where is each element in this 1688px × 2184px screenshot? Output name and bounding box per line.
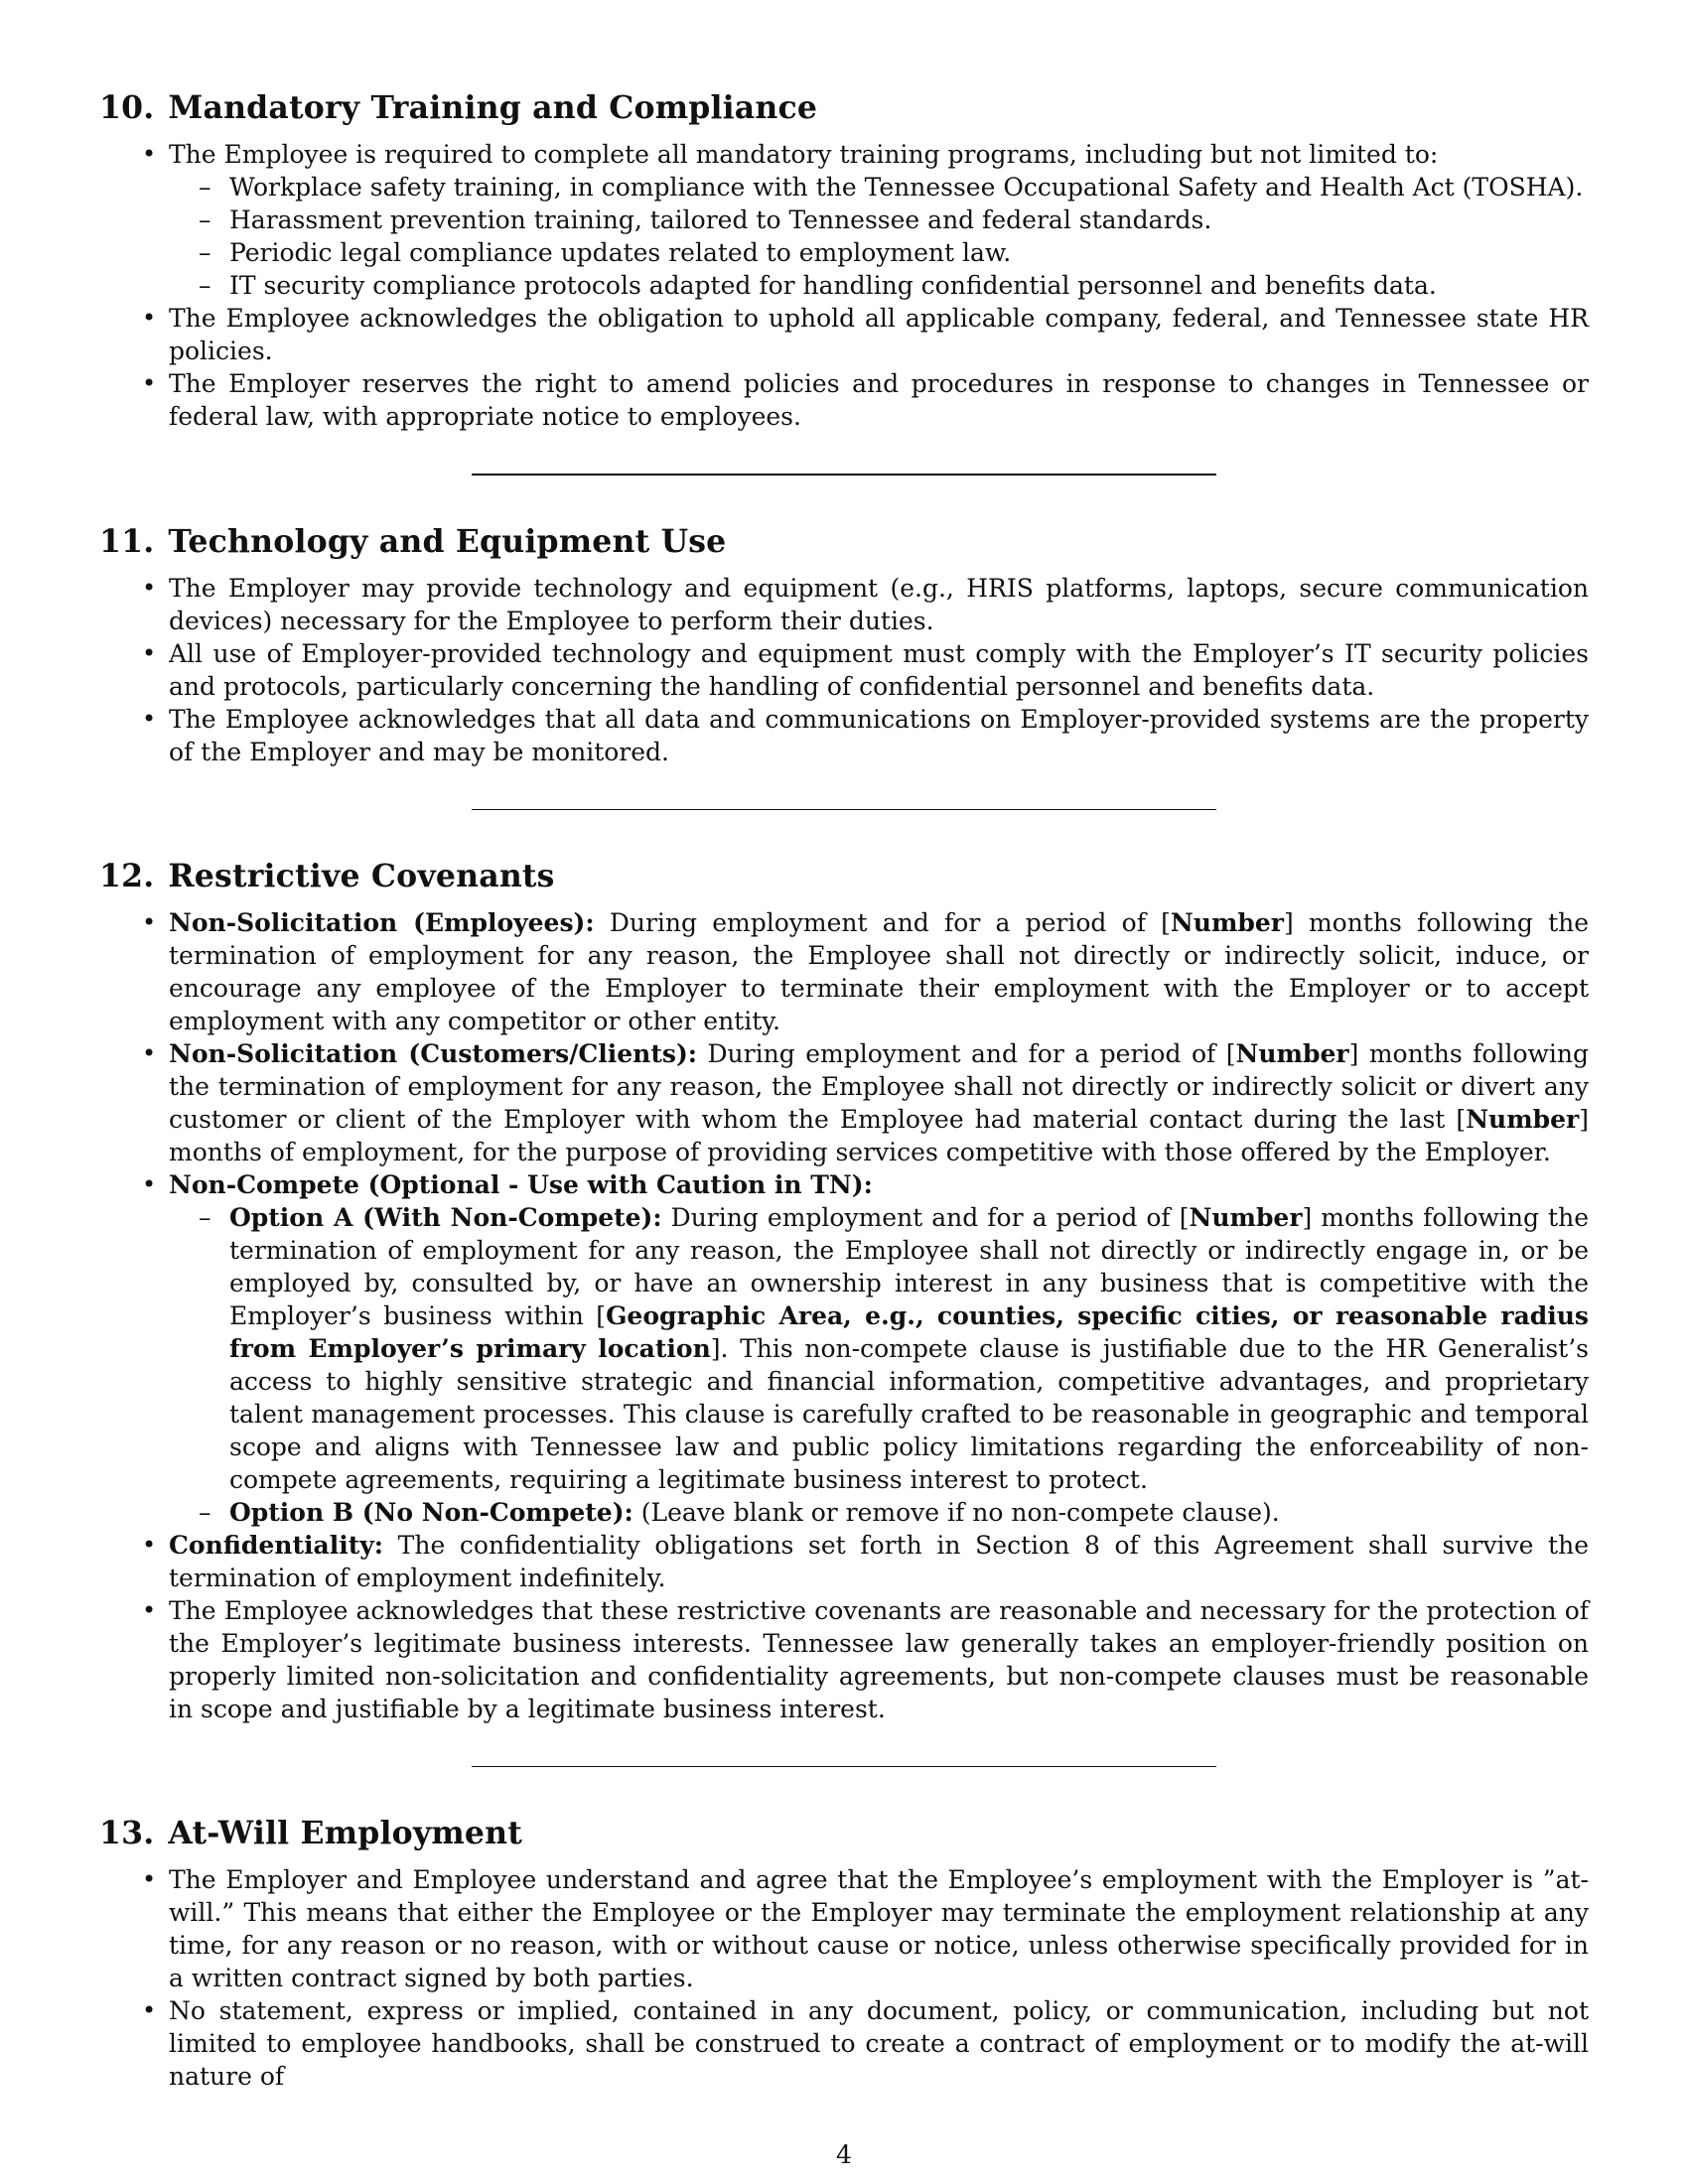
section-divider — [472, 474, 1216, 476]
list-item: • The Employer may provide technology and equipment (e.g., HRIS platforms, laptops, secure communication devices) necessary for the Employee to perform their duties. — [99, 572, 1589, 637]
section-heading — [99, 523, 1589, 560]
list-item-text: The Employee is required to complete all mandatory training programs, including but not limited to: — [169, 140, 1439, 169]
section-title: Mandatory Training and Compliance — [168, 89, 818, 126]
bullet-list — [99, 906, 1589, 1725]
placeholder-number: Number — [1170, 908, 1284, 937]
section-number: 12. — [99, 858, 155, 894]
placeholder-number: Number — [1466, 1105, 1580, 1134]
section-title: Restrictive Covenants — [168, 858, 555, 894]
section-heading — [99, 1815, 1589, 1851]
list-item: • The Employer reserves the right to amend policies and procedures in response to changes in Tennessee or federal law, with appropriate notice to employees. — [99, 367, 1589, 433]
list-item — [99, 138, 1589, 302]
section-12 — [99, 858, 1589, 1725]
list-item-non-compete — [99, 1168, 1589, 1529]
list-item: • The Employee acknowledges the obligation to uphold all applicable company, federal, and Tennessee state HR policies. — [99, 302, 1589, 367]
bullet-list — [99, 138, 1589, 433]
section-number: 11. — [99, 523, 155, 560]
list-item: • The Employer and Employee understand and agree that the Employee’s employment with the Employer is ”at-will.” This means that either the Employee or the Employer may terminate the employment relationship at any time, for any reason or no reason, with or without cause or notice, unless otherwise specifically provided for in a written contract signed by both parties. — [99, 1863, 1589, 1994]
section-divider — [472, 809, 1216, 810]
section-number: 13. — [99, 1815, 155, 1851]
section-number: 10. — [99, 89, 155, 126]
placeholder-number: Number — [1189, 1203, 1303, 1232]
list-item: • All use of Employer-provided technology and equipment must comply with the Employer’s IT security policies and protocols, particularly concerning the handling of confidential personnel and benefits data. — [99, 637, 1589, 703]
clause-label: Non-Solicitation (Employees): — [169, 908, 595, 937]
sub-list-item-option-b: – Option B (No Non-Compete): (Leave blank or remove if no non-compete clause). — [169, 1496, 1589, 1529]
sub-list — [169, 171, 1589, 302]
sub-list — [169, 1201, 1589, 1529]
section-title: At-Will Employment — [168, 1815, 522, 1851]
sub-list-item-option-a: – Option A (With Non-Compete): During employment and for a period of [Number] months following the termination of employment for any reason, the Employee shall not directly or indirectly engage in, or be employed by, consulted by, or have an ownership interest in any business that is competitive with the Employer’s business within [Geographic Area, e.g., counties, specific cities, or reasonable radius from Employer’s primary location]. This non-compete clause is justifiable due to the HR Generalist’s access to highly sensitive strategic and financial information, competitive advantages, and proprietary talent management processes. This clause is carefully crafted to be reasonable in geographic and temporal scope and aligns with Tennessee law and public policy limitations regarding the enforceability of non-compete agreements, requiring a legitimate business interest to protect. — [169, 1201, 1589, 1496]
section-11 — [99, 523, 1589, 768]
bullet-list — [99, 572, 1589, 768]
bullet-list — [99, 1863, 1589, 2093]
clause-label: Confidentiality: — [169, 1531, 384, 1560]
option-label: Option A (With Non-Compete): — [229, 1203, 662, 1232]
sub-list-item: – Harassment prevention training, tailored to Tennessee and federal standards. — [169, 204, 1589, 236]
clause-label: Non-Solicitation (Customers/Clients): — [169, 1039, 698, 1068]
section-10 — [99, 89, 1589, 433]
list-item: • No statement, express or implied, contained in any document, policy, or communication, including but not limited to employee handbooks, shall be construed to create a contract of employment or to modify the at-will nature of — [99, 1994, 1589, 2093]
section-heading — [99, 89, 1589, 126]
placeholder-geographic-area: Geographic Area, e.g., counties, specific cities, or reasonable radius from Employer’s primary location — [229, 1301, 1589, 1363]
sub-list-item: – IT security compliance protocols adapted for handling confidential personnel and benefits data. — [169, 269, 1589, 302]
list-item-confidentiality: • Confidentiality: The confidentiality obligations set forth in Section 8 of this Agreement shall survive the termination of employment indefinitely. — [99, 1529, 1589, 1594]
list-item-non-solicitation-customers: • Non-Solicitation (Customers/Clients): During employment and for a period of [Number] months following the termination of employment for any reason, the Employee shall not directly or indirectly solicit or divert any customer or client of the Employer with whom the Employee had material contact during the last [Number] months of employment, for the purpose of providing services competitive with those offered by the Employer. — [99, 1037, 1589, 1168]
document-page — [99, 89, 1589, 2093]
section-heading — [99, 858, 1589, 894]
list-item-non-solicitation-employees: • Non-Solicitation (Employees): During employment and for a period of [Number] months following the termination of employment for any reason, the Employee shall not directly or indirectly solicit, induce, or encourage any employee of the Employer to terminate their employment with the Employer or to accept employment with any competitor or other entity. — [99, 906, 1589, 1037]
list-item: • The Employee acknowledges that all data and communications on Employer-provided systems are the property of the Employer and may be monitored. — [99, 703, 1589, 768]
page-number: 4 — [836, 2140, 852, 2169]
section-divider — [472, 1766, 1216, 1767]
section-title: Technology and Equipment Use — [168, 523, 727, 560]
section-13 — [99, 1815, 1589, 2093]
sub-list-item: – Periodic legal compliance updates related to employment law. — [169, 236, 1589, 269]
sub-list-item: – Workplace safety training, in compliance with the Tennessee Occupational Safety and Health Act (TOSHA). — [169, 171, 1589, 204]
option-label: Option B (No Non-Compete): — [229, 1498, 633, 1527]
placeholder-number: Number — [1235, 1039, 1349, 1068]
clause-label: Non-Compete (Optional - Use with Caution in TN): — [169, 1170, 873, 1199]
list-item: • The Employee acknowledges that these restrictive covenants are reasonable and necessary for the protection of the Employer’s legitimate business interests. Tennessee law generally takes an employer-friendly position on properly limited non-solicitation and confidentiality agreements, but non-compete clauses must be reasonable in scope and justifiable by a legitimate business interest. — [99, 1594, 1589, 1725]
